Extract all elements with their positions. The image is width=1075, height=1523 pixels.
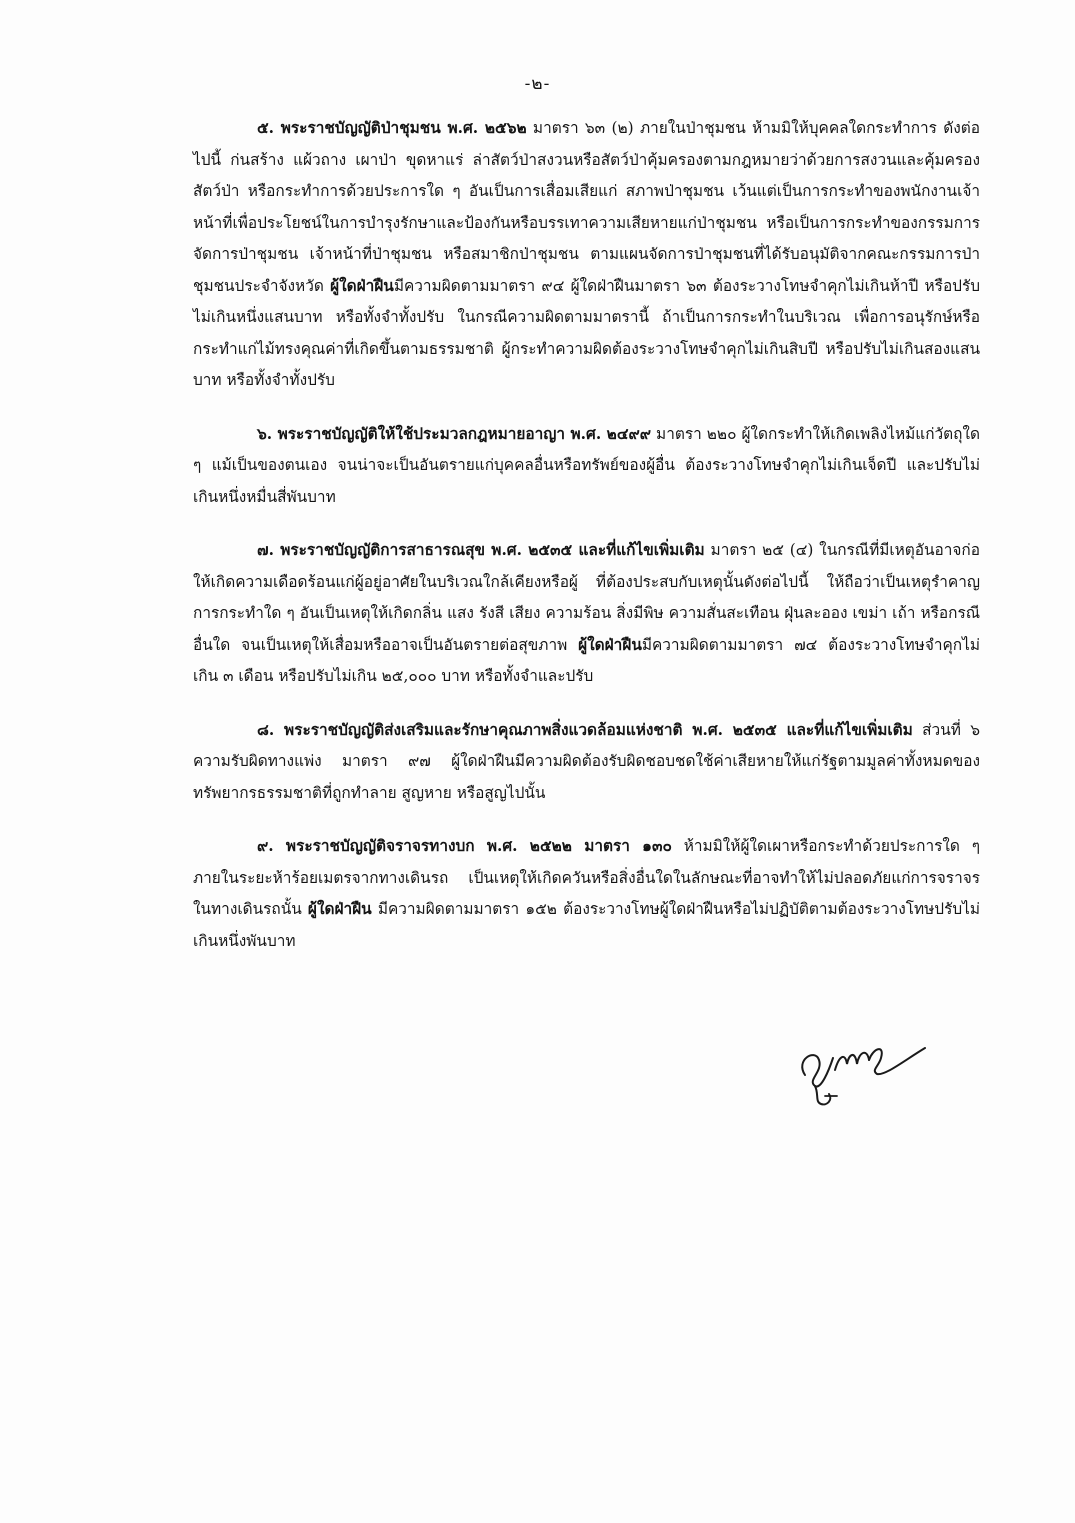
paragraph-text: ห้ามมิให้ผู้ใดเผาหรือกระทำด้วยประการใด ๆ ภายในระยะห้าร้อยเมตรจากทางเดินรถ เป็นเหตุให้เกิดควันหรือสิ่งอื่นใดในลักษณะที่อาจทำให้ไม่ปลอดภัยแก่การจราจรในทางเดินรถนั้น xyxy=(193,837,980,918)
paragraph-8 xyxy=(193,715,980,810)
page-number: -๒- xyxy=(524,74,551,94)
paragraph-emphasis: ผู้ใดฝ่าฝืน xyxy=(307,900,372,918)
paragraph-heading: ๗. พระราชบัญญัติการสาธารณสุข พ.ศ. ๒๕๓๕ และที่แก้ไขเพิ่มเติม xyxy=(257,541,705,559)
paragraph-heading: ๕. พระราชบัญญัติป่าชุมชน พ.ศ. ๒๕๖๒ xyxy=(257,119,527,137)
signature-drawing xyxy=(785,1030,935,1110)
paragraph-text-continued: มีความผิดตามมาตรา ๗๔ ต้องระวางโทษจำคุกไม่เกิน ๓ เดือน หรือปรับไม่เกิน ๒๕,๐๐๐ บาท หรือทั้งจำและปรับ xyxy=(193,635,980,685)
paragraph-heading: ๙. พระราชบัญญัติจราจรทางบก พ.ศ. ๒๕๒๒ มาตรา ๑๓๐ xyxy=(257,837,672,855)
paragraph-text: ส่วนที่ ๖ ความรับผิดทางแพ่ง มาตรา ๙๗ ผู้ใดฝ่าฝืนมีความผิดต้องรับผิดชอบชดใช้ค่าเสียหายให้แก่รัฐตามมูลค่าทั้งหมดของทรัพยากรธรรมชาติที่ถูกทำลาย สูญหาย หรือสูญไปนั้น xyxy=(193,720,980,802)
paragraph-text: มาตรา ๒๒๐ ผู้ใดกระทำให้เกิดเพลิงไหม้แก่วัตถุใด ๆ แม้เป็นของตนเอง จนน่าจะเป็นอันตรายแก่บุคคลอื่นหรือทรัพย์ของผู้อื่น ต้องระวางโทษจำคุกไม่เกินเจ็ดปี และปรับไม่เกินหนึ่งหมื่นสี่พันบาท xyxy=(193,424,980,506)
paragraph-text: มาตรา ๖๓ (๒) ภายในป่าชุมชน ห้ามมิให้บุคคลใดกระทำการ ดังต่อไปนี้ ก่นสร้าง แผ้วถาง เผาป่า ขุดหาแร่ ล่าสัตว์ป่าสงวนหรือสัตว์ป่าคุ้มครองตามกฎหมายว่าด้วยการสงวนและคุ้มครองสัตว์ป่า หรือกระทำการด้วยประการใด ๆ อันเป็นการเสื่อมเสียแก่ สภาพป่าชุมชน เว้นแต่เป็นการกระทำของพนักงานเจ้าหน้าที่เพื่อประโยชน์ในการบำรุงรักษาและป้องกันหรือบรรเทาความเสียหายแก่ป่าชุมชน หรือเป็นการกระทำของกรรมการจัดการป่าชุมชน เจ้าหน้าที่ป่าชุมชน หรือสมาชิกป่าชุมชน ตามแผนจัดการป่าชุมชนที่ได้รับอนุมัติจากคณะกรรมการป่าชุมชนประจำจังหวัด xyxy=(193,119,980,295)
paragraph-text: มาตรา ๒๕ (๔) ในกรณีที่มีเหตุอันอาจก่อให้เกิดความเดือดร้อนแก่ผู้อยู่อาศัยในบริเวณใกล้เคียงหรือผู้ ที่ต้องประสบกับเหตุนั้นดังต่อไปนี้ ให้ถือว่าเป็นเหตุรำคาญ การกระทำใด ๆ อันเป็นเหตุให้เกิดกลิ่น แสง รังสี เสียง ความร้อน สิ่งมีพิษ ความสั่นสะเทือน ฝุ่นละออง เขม่า เถ้า หรือกรณีอื่นใด จนเป็นเหตุให้เสื่อมหรืออาจเป็นอันตรายต่อสุขภาพ xyxy=(193,541,980,654)
handwritten-signature xyxy=(785,1030,935,1110)
paragraph-6 xyxy=(193,419,980,514)
paragraph-5 xyxy=(193,113,980,397)
paragraph-7 xyxy=(193,535,980,693)
paragraph-heading: ๖. พระราชบัญญัติให้ใช้ประมวลกฎหมายอาญา พ.ศ. ๒๔๙๙ xyxy=(257,424,652,443)
paragraph-emphasis: ผู้ใดฝ่าฝืน xyxy=(330,276,394,295)
paragraph-emphasis: ผู้ใดฝ่าฝืน xyxy=(578,635,642,654)
paragraph-text-continued: มีความผิดตามมาตรา ๙๔ ผู้ใดฝ่าฝืนมาตรา ๖๓ ต้องระวางโทษจำคุกไม่เกินห้าปี หรือปรับไม่เกินหนึ่งแสนบาท หรือทั้งจำทั้งปรับ ในกรณีความผิดตามมาตรานี้ ถ้าเป็นการกระทำในบริเวณ เพื่อการอนุรักษ์หรือกระทำแก่ไม้ทรงคุณค่าที่เกิดขึ้นตามธรรมชาติ ผู้กระทำความผิดต้องระวางโทษจำคุกไม่เกินสิบปี หรือปรับไม่เกินสองแสนบาท หรือทั้งจำทั้งปรับ xyxy=(193,276,980,389)
paragraph-text-continued: มีความผิดตามมาตรา ๑๕๒ ต้องระวางโทษผู้ใดฝ่าฝืนหรือไม่ปฏิบัติตามต้องระวางโทษปรับไม่เกินหนึ่งพันบาท xyxy=(193,900,980,950)
paragraph-9 xyxy=(193,831,980,957)
document-body xyxy=(193,113,980,979)
paragraph-heading: ๘. พระราชบัญญัติส่งเสริมและรักษาคุณภาพสิ่งแวดล้อมแห่งชาติ พ.ศ. ๒๕๓๕ และที่แก้ไขเพิ่มเติม xyxy=(257,720,913,739)
